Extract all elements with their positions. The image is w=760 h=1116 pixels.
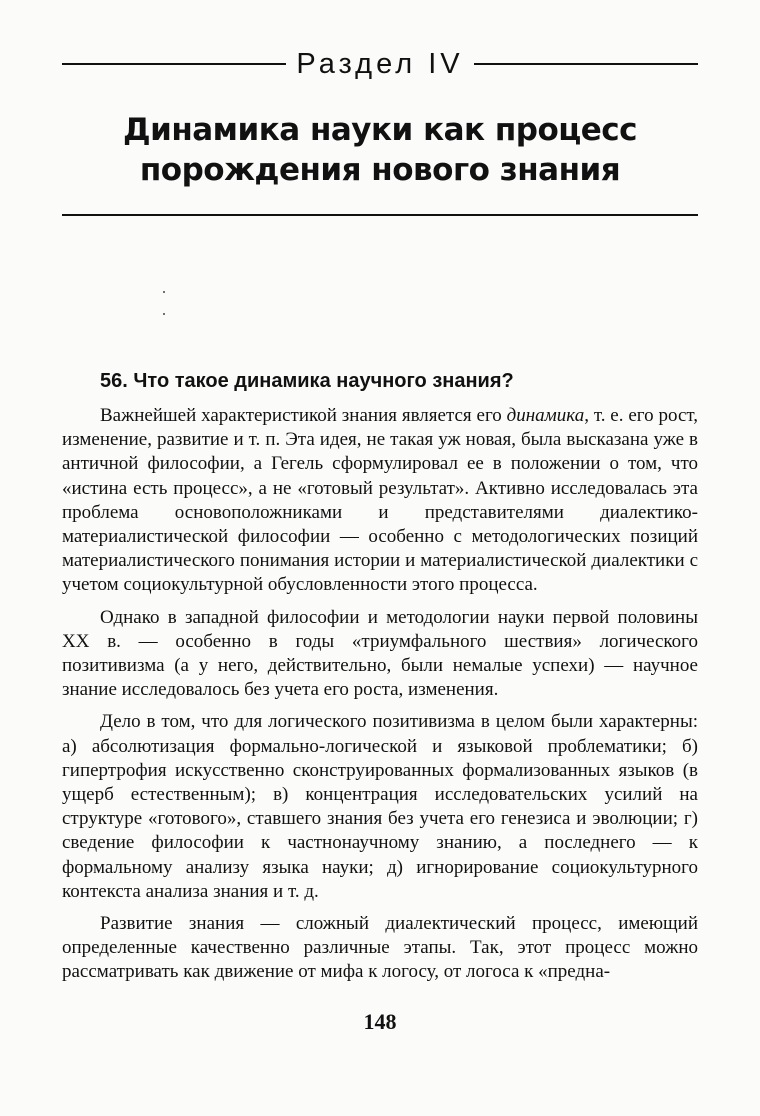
chapter-title-line-1: Динамика науки как процесс bbox=[122, 112, 638, 148]
paragraph-text: Важнейшей характеристикой знания является его bbox=[100, 405, 507, 426]
paragraph: Однако в западной философии и методологии науки первой половины XX в. — особенно в годы «триумфального шествия» логического позитивизма (а у него, действительно, были немалые успехи) — научное знание исследовалось без учета его роста, изменения. bbox=[62, 606, 698, 701]
section-header bbox=[62, 44, 698, 84]
page-number: 148 bbox=[363, 1009, 397, 1034]
section-rule-right bbox=[474, 63, 698, 65]
paragraph bbox=[62, 404, 698, 598]
section-label: Раздел IV bbox=[296, 47, 464, 80]
section-rule-left bbox=[62, 63, 286, 65]
paragraph-text: , т. е. его рост, изменение, развитие и т. п. Эта идея, не такая уж новая, была высказана уже в античной философии, а Гегель сформулировал ее в положении о том, что «истина есть процесс», а не «готовый результат». Активно исследовалась эта проблема основоположниками и представителями диалектико-материалистической философии — особенно с методологических позиций материалистического понимания истории и материалистической диалектики с учетом социокультурной обусловленности этого процесса. bbox=[62, 405, 698, 596]
question-heading: 56. Что такое динамика научного знания? bbox=[100, 370, 514, 392]
paragraph: Дело в том, что для логического позитивизма в целом были характерны: а) абсолютизация формально-логической и языковой проблематики; б) гипертрофия искусственно сконструированных формализованных языков (в ущерб естественным); в) концентрация исследовательских усилий на структуре «готового», ставшего знания без учета его генезиса и эволюции; г) сведение философии к частнонаучному знанию, а последнего — к формальному анализу языка науки; д) игнорирование социокультурного контекста анализа знания и т. д. bbox=[62, 711, 698, 902]
emphasized-term: динамика bbox=[506, 405, 585, 426]
paragraph: Развитие знания — сложный диалектический процесс, имеющий определенные качественно различные этапы. Так, этот процесс можно рассматривать как движение от мифа к логосу, от логоса к «предна- bbox=[62, 913, 698, 983]
title-divider bbox=[62, 214, 698, 216]
scan-speck bbox=[163, 313, 165, 315]
scan-speck bbox=[163, 291, 165, 293]
chapter-title bbox=[62, 110, 698, 190]
body-text bbox=[62, 404, 698, 993]
chapter-title-line-2: порождения нового знания bbox=[139, 152, 621, 188]
